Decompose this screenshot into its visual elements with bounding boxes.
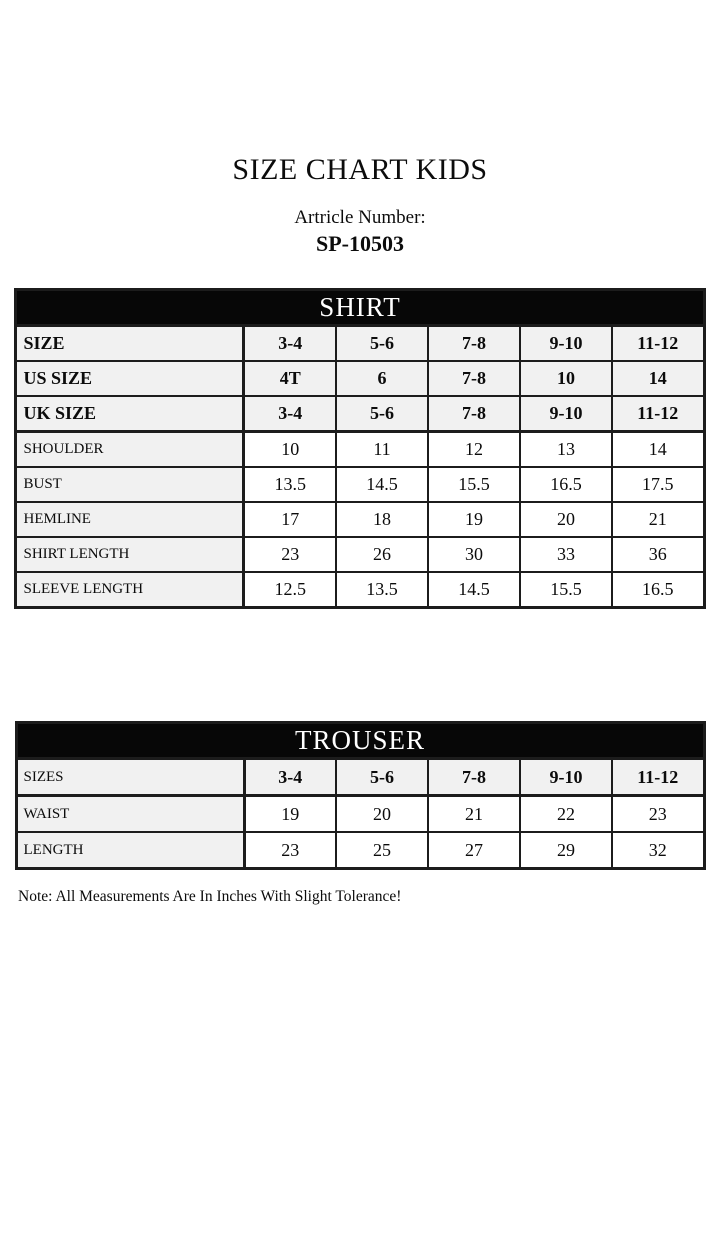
row-label-cell: LENGTH <box>16 832 244 869</box>
row-label-cell: WAIST <box>16 796 244 833</box>
value-cell: 9-10 <box>520 326 612 362</box>
value-cell: 3-4 <box>244 759 336 796</box>
table-row <box>16 326 704 362</box>
table-row <box>16 759 704 796</box>
value-cell: 3-4 <box>244 326 336 362</box>
table-row <box>16 537 704 572</box>
value-cell: 3-4 <box>244 396 336 432</box>
value-cell: 12.5 <box>244 572 336 608</box>
value-cell: 21 <box>428 796 520 833</box>
value-cell: 29 <box>520 832 612 869</box>
value-cell: 18 <box>336 502 428 537</box>
value-cell: 17.5 <box>612 467 704 502</box>
value-cell: 9-10 <box>520 396 612 432</box>
row-label-cell: SIZES <box>16 759 244 796</box>
row-label-cell: SLEEVE LENGTH <box>16 572 244 608</box>
measurement-note: Note: All Measurements Are In Inches With Slight Tolerance! <box>18 888 402 906</box>
value-cell: 13.5 <box>244 467 336 502</box>
value-cell: 21 <box>612 502 704 537</box>
value-cell: 13 <box>520 432 612 468</box>
trouser-size-table <box>15 721 706 870</box>
value-cell: 6 <box>336 361 428 396</box>
table-row <box>16 361 704 396</box>
value-cell: 7-8 <box>428 396 520 432</box>
value-cell: 10 <box>244 432 336 468</box>
value-cell: 11-12 <box>612 326 704 362</box>
article-number-value: SP-10503 <box>316 230 404 256</box>
value-cell: 12 <box>428 432 520 468</box>
value-cell: 14 <box>612 432 704 468</box>
row-label-cell: UK SIZE <box>16 396 244 432</box>
trouser-table-header: TROUSER <box>16 723 704 759</box>
value-cell: 33 <box>520 537 612 572</box>
page-title: SIZE CHART KIDS <box>232 153 488 186</box>
row-label-cell: US SIZE <box>16 361 244 396</box>
value-cell: 19 <box>428 502 520 537</box>
value-cell: 20 <box>336 796 428 833</box>
value-cell: 27 <box>428 832 520 869</box>
value-cell: 11-12 <box>612 396 704 432</box>
table-row <box>16 572 704 608</box>
table-row <box>16 502 704 537</box>
value-cell: 14 <box>612 361 704 396</box>
value-cell: 20 <box>520 502 612 537</box>
value-cell: 9-10 <box>520 759 612 796</box>
value-cell: 5-6 <box>336 396 428 432</box>
value-cell: 15.5 <box>520 572 612 608</box>
value-cell: 7-8 <box>428 326 520 362</box>
value-cell: 22 <box>520 796 612 833</box>
value-cell: 16.5 <box>520 467 612 502</box>
shirt-table-header: SHIRT <box>16 290 704 326</box>
value-cell: 32 <box>612 832 704 869</box>
value-cell: 11-12 <box>612 759 704 796</box>
row-label-cell: SHOULDER <box>16 432 244 468</box>
table-row <box>16 432 704 468</box>
value-cell: 14.5 <box>336 467 428 502</box>
row-label-cell: HEMLINE <box>16 502 244 537</box>
value-cell: 13.5 <box>336 572 428 608</box>
shirt-size-table <box>14 288 705 609</box>
value-cell: 26 <box>336 537 428 572</box>
value-cell: 11 <box>336 432 428 468</box>
value-cell: 7-8 <box>428 361 520 396</box>
table-row <box>16 396 704 432</box>
value-cell: 5-6 <box>336 326 428 362</box>
row-label-cell: BUST <box>16 467 244 502</box>
value-cell: 5-6 <box>336 759 428 796</box>
value-cell: 25 <box>336 832 428 869</box>
value-cell: 23 <box>244 537 336 572</box>
value-cell: 10 <box>520 361 612 396</box>
size-chart-page <box>0 153 720 1233</box>
value-cell: 36 <box>612 537 704 572</box>
row-label-cell: SHIRT LENGTH <box>16 537 244 572</box>
table-row <box>16 796 704 833</box>
article-number-label: Artricle Number: <box>294 207 426 228</box>
value-cell: 14.5 <box>428 572 520 608</box>
row-label-cell: SIZE <box>16 326 244 362</box>
value-cell: 4T <box>244 361 336 396</box>
table-row <box>16 467 704 502</box>
value-cell: 7-8 <box>428 759 520 796</box>
value-cell: 30 <box>428 537 520 572</box>
value-cell: 19 <box>244 796 336 833</box>
value-cell: 15.5 <box>428 467 520 502</box>
table-row <box>16 832 704 869</box>
value-cell: 17 <box>244 502 336 537</box>
value-cell: 23 <box>244 832 336 869</box>
value-cell: 23 <box>612 796 704 833</box>
value-cell: 16.5 <box>612 572 704 608</box>
